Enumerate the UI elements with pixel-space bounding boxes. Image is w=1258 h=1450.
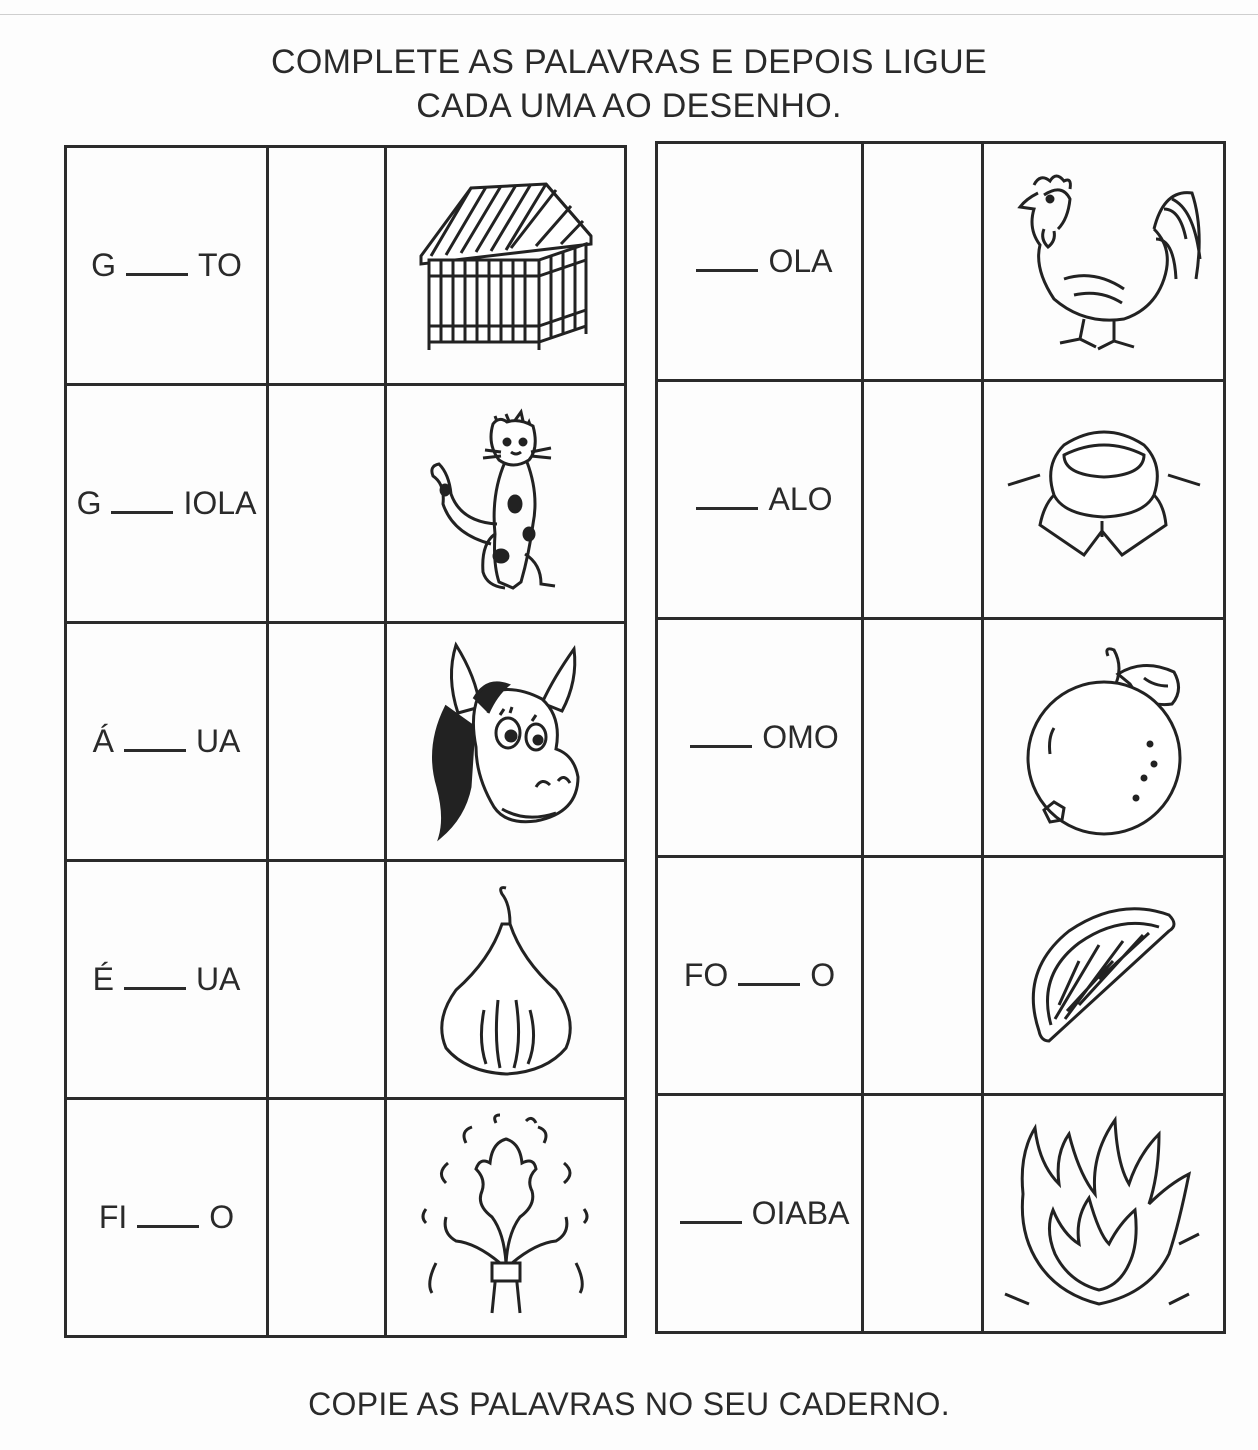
letter-blank[interactable] (696, 483, 758, 510)
word-cell (66, 623, 268, 861)
collar-icon (1004, 425, 1204, 575)
word-suffix: O (209, 1199, 235, 1235)
letter-blank[interactable] (738, 959, 800, 986)
word-prefix: G (91, 247, 117, 283)
word-suffix: ALO (768, 481, 833, 517)
incomplete-word (99, 1199, 234, 1236)
picture-cell (983, 619, 1225, 857)
word-cell (657, 381, 863, 619)
letter-blank[interactable] (680, 1197, 742, 1224)
fire-icon (999, 1114, 1209, 1314)
letter-blank[interactable] (124, 725, 186, 752)
word-suffix: O (810, 957, 836, 993)
fig-icon (426, 880, 586, 1080)
table-row (657, 1095, 1225, 1333)
word-cell (657, 143, 863, 381)
instructions-line-2: CADA UMA AO DESENHO. (416, 87, 842, 125)
word-prefix: FO (683, 957, 729, 993)
table-row (657, 143, 1225, 381)
link-space-cell[interactable] (863, 619, 983, 857)
word-cell (66, 385, 268, 623)
birdcage-icon (411, 176, 601, 356)
picture-cell (983, 143, 1225, 381)
orange-slice-icon (1019, 901, 1189, 1051)
cat-icon (421, 404, 591, 604)
word-cell (657, 1095, 863, 1333)
instructions-line-1: COMPLETE AS PALAVRAS E DEPOIS LIGUE (271, 43, 987, 81)
word-cell (657, 619, 863, 857)
incomplete-word (93, 723, 241, 760)
word-suffix: UA (195, 723, 241, 759)
right-word-table (655, 141, 1226, 1334)
word-cell (657, 857, 863, 1095)
link-space-cell[interactable] (863, 143, 983, 381)
word-cell (66, 861, 268, 1099)
instructions-heading (0, 40, 1258, 128)
incomplete-word (686, 481, 832, 518)
picture-cell (983, 1095, 1225, 1333)
link-space-cell[interactable] (268, 1099, 386, 1337)
link-space-cell[interactable] (268, 385, 386, 623)
word-suffix: OIABA (751, 1195, 850, 1231)
table-row (66, 1099, 626, 1337)
table-row (657, 857, 1225, 1095)
link-space-cell[interactable] (863, 1095, 983, 1333)
table-row (657, 619, 1225, 857)
link-space-cell[interactable] (863, 857, 983, 1095)
water-hose-icon (416, 1113, 596, 1323)
picture-cell (386, 385, 626, 623)
donkey-icon (416, 637, 596, 847)
incomplete-word (680, 719, 838, 756)
picture-cell (386, 147, 626, 385)
link-space-cell[interactable] (268, 147, 386, 385)
picture-cell (386, 861, 626, 1099)
rooster-icon (1004, 169, 1204, 354)
incomplete-word (77, 485, 257, 522)
table-row (657, 381, 1225, 619)
page-top-edge (0, 14, 1258, 15)
word-prefix: É (92, 961, 114, 997)
incomplete-word (686, 243, 832, 280)
table-row (66, 147, 626, 385)
picture-cell (386, 1099, 626, 1337)
letter-blank[interactable] (696, 245, 758, 272)
incomplete-word (93, 961, 241, 998)
incomplete-word (684, 957, 835, 994)
word-suffix: IOLA (183, 485, 257, 521)
word-prefix: Á (92, 723, 114, 759)
letter-blank[interactable] (111, 487, 173, 514)
word-cell (66, 147, 268, 385)
link-space-cell[interactable] (268, 623, 386, 861)
letter-blank[interactable] (126, 249, 188, 276)
orange-icon (1004, 638, 1204, 838)
table-row (66, 861, 626, 1099)
incomplete-word (91, 247, 242, 284)
link-space-cell[interactable] (863, 381, 983, 619)
picture-cell (386, 623, 626, 861)
picture-cell (983, 857, 1225, 1095)
table-row (66, 623, 626, 861)
footer-instruction: COPIE AS PALAVRAS NO SEU CADERNO. (308, 1386, 950, 1422)
word-suffix: UA (195, 961, 241, 997)
letter-blank[interactable] (137, 1201, 199, 1228)
incomplete-word (670, 1195, 850, 1232)
word-suffix: TO (198, 247, 242, 283)
table-row (66, 385, 626, 623)
word-suffix: OLA (768, 243, 833, 279)
letter-blank[interactable] (690, 721, 752, 748)
picture-cell (983, 381, 1225, 619)
word-prefix: G (76, 485, 102, 521)
left-word-table (64, 145, 627, 1338)
word-suffix: OMO (762, 719, 839, 755)
link-space-cell[interactable] (268, 861, 386, 1099)
word-cell (66, 1099, 268, 1337)
word-prefix: FI (98, 1199, 128, 1235)
letter-blank[interactable] (124, 963, 186, 990)
